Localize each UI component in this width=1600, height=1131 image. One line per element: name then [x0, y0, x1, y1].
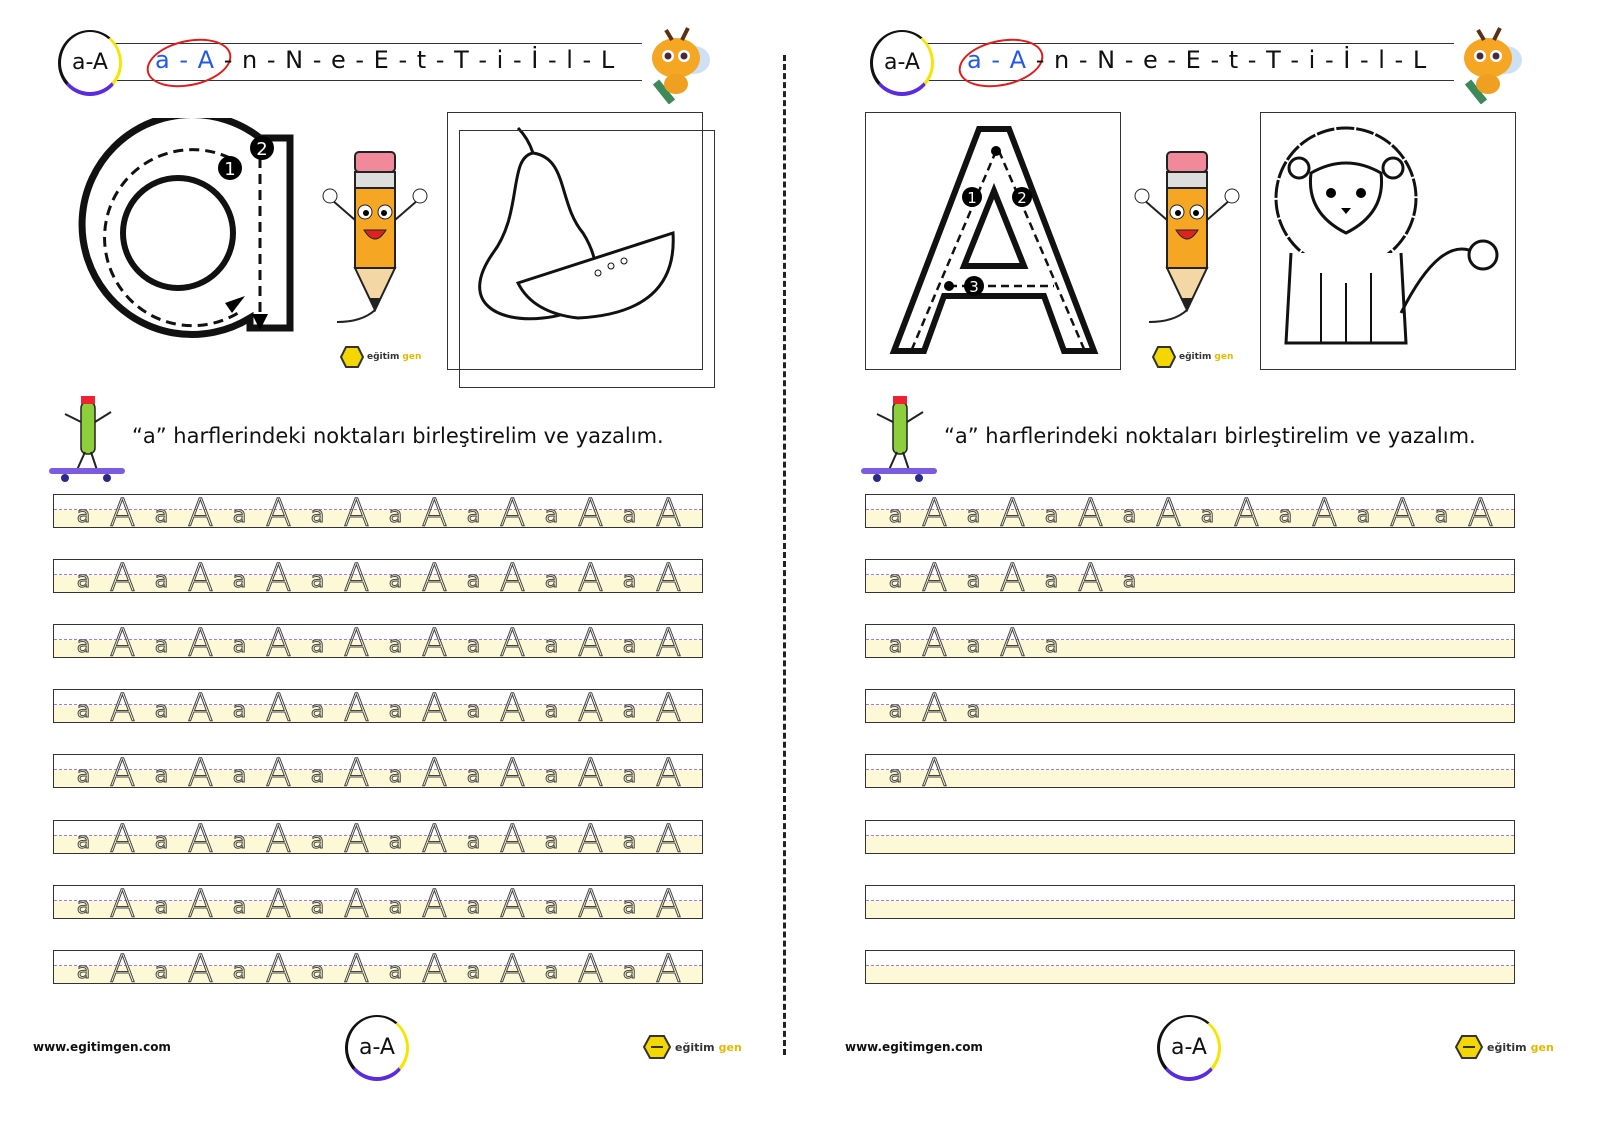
dotted-letter-a: a [1200, 503, 1215, 528]
dotted-letter-A: A [655, 559, 682, 593]
hexagon-logo-icon [643, 1035, 671, 1059]
dotted-letter-a: a [76, 633, 91, 658]
tracing-letters [876, 689, 993, 723]
letter-logo: a-A [870, 30, 934, 96]
brand-text-accent: gen [402, 352, 422, 362]
dotted-letter-A: A [421, 754, 448, 788]
dotted-letter-a: a [232, 698, 247, 723]
dotted-letter-A: A [187, 559, 214, 593]
writing-row[interactable] [53, 754, 703, 788]
dotted-letter-A: A [655, 624, 682, 658]
instruction-text: “a” harflerindeki noktaları birleştirelim ve yazalım. [944, 424, 1476, 448]
dotted-letter-a: a [310, 894, 325, 919]
dotted-letter-A: A [343, 820, 370, 854]
dotted-letter-A: A [499, 689, 526, 723]
dotted-letter-a: a [544, 698, 559, 723]
alphabet-sequence [155, 46, 615, 74]
dotted-letter-a: a [888, 763, 903, 788]
dotted-letter-a: a [232, 568, 247, 593]
brand-text: eğitim [1487, 1040, 1527, 1054]
dotted-letter-a: a [1044, 568, 1059, 593]
dotted-letter-a: a [232, 959, 247, 984]
brand-logo [643, 1035, 742, 1059]
dotted-letter-a: a [388, 503, 403, 528]
writing-row[interactable] [865, 885, 1515, 919]
dotted-letter-a: a [388, 698, 403, 723]
remaining-letters: - n - N - e - E - t - T - i - İ - l - L [1035, 46, 1428, 74]
dotted-letter-A: A [421, 950, 448, 984]
dotted-letter-A: A [187, 820, 214, 854]
dotted-letter-a: a [154, 698, 169, 723]
svg-text:3: 3 [969, 278, 979, 296]
writing-row[interactable] [865, 950, 1515, 984]
dotted-letter-a: a [1434, 503, 1449, 528]
skateboard-mascot-icon [857, 392, 939, 484]
dotted-letter-A: A [421, 689, 448, 723]
dotted-letter-A: A [109, 624, 136, 658]
dotted-letter-a: a [966, 633, 981, 658]
dotted-letter-A: A [1233, 494, 1260, 528]
tracing-letters [876, 754, 954, 788]
dotted-letter-A: A [655, 494, 682, 528]
dotted-letter-a: a [76, 698, 91, 723]
dotted-letter-a: a [232, 829, 247, 854]
dotted-letter-A: A [577, 754, 604, 788]
dotted-letter-a: a [310, 698, 325, 723]
dotted-letter-A: A [921, 559, 948, 593]
dotted-letter-a: a [154, 894, 169, 919]
dotted-letter-A: A [187, 754, 214, 788]
svg-text:2: 2 [256, 139, 268, 160]
brand-text-accent: gen [718, 1040, 742, 1054]
brand-text-accent: gen [1530, 1040, 1554, 1054]
dotted-letter-a: a [76, 763, 91, 788]
dotted-letter-a: a [888, 698, 903, 723]
midline [866, 769, 1514, 770]
dotted-letter-A: A [265, 624, 292, 658]
picture-box [1260, 112, 1516, 370]
dotted-letter-A: A [343, 689, 370, 723]
dotted-letter-a: a [622, 568, 637, 593]
dotted-letter-a: a [76, 829, 91, 854]
writing-row[interactable] [865, 820, 1515, 854]
dotted-letter-a: a [888, 568, 903, 593]
dotted-letter-A: A [577, 689, 604, 723]
writing-row[interactable] [53, 494, 703, 528]
dotted-letter-A: A [921, 754, 948, 788]
svg-text:1: 1 [967, 189, 977, 207]
dotted-letter-A: A [187, 494, 214, 528]
dotted-letter-a: a [888, 503, 903, 528]
dotted-letter-A: A [577, 624, 604, 658]
dotted-letter-a: a [466, 959, 481, 984]
dotted-letter-a: a [622, 763, 637, 788]
lion-picture-icon [1261, 113, 1511, 363]
dotted-letter-a: a [544, 829, 559, 854]
brand-logo-small [340, 346, 421, 368]
dotted-letter-a: a [544, 959, 559, 984]
dotted-letter-A: A [343, 559, 370, 593]
tracing-letters [876, 559, 1149, 593]
dotted-letter-a: a [1122, 503, 1137, 528]
pencil-mascot-icon [1134, 150, 1244, 330]
dotted-letter-a: a [466, 633, 481, 658]
dotted-letter-A: A [265, 559, 292, 593]
dotted-letter-a: a [310, 959, 325, 984]
dotted-letter-a: a [310, 829, 325, 854]
dotted-letter-A: A [499, 559, 526, 593]
dotted-letter-A: A [187, 950, 214, 984]
tracing-letters [876, 494, 1500, 528]
tracing-letters [64, 885, 688, 919]
dotted-letter-A: A [265, 689, 292, 723]
trace-letter-a-icon [60, 118, 300, 358]
pencil-mascot-icon [322, 150, 432, 330]
tracing-letters [64, 559, 688, 593]
dotted-letter-A: A [499, 885, 526, 919]
dotted-letter-a: a [544, 894, 559, 919]
dotted-letter-a: a [76, 503, 91, 528]
dotted-letter-a: a [154, 568, 169, 593]
dotted-letter-A: A [655, 689, 682, 723]
remaining-letters: - n - N - e - E - t - T - i - İ - l - L [223, 46, 616, 74]
dotted-letter-a: a [1278, 503, 1293, 528]
brand-logo [1455, 1035, 1554, 1059]
brand-text: eğitim [367, 352, 400, 362]
dotted-letter-A: A [1155, 494, 1182, 528]
letter-logo: a-A [58, 30, 122, 96]
writing-row[interactable] [53, 885, 703, 919]
bee-mascot-icon [1454, 22, 1526, 104]
dotted-letter-A: A [343, 624, 370, 658]
dotted-letter-a: a [76, 959, 91, 984]
midline [866, 900, 1514, 901]
dotted-letter-a: a [622, 698, 637, 723]
dotted-letter-a: a [154, 763, 169, 788]
current-letters: a - A [155, 46, 216, 74]
dotted-letter-A: A [577, 494, 604, 528]
current-letters: a - A [967, 46, 1028, 74]
dotted-letter-a: a [154, 959, 169, 984]
dotted-letter-a: a [310, 763, 325, 788]
dotted-letter-A: A [109, 754, 136, 788]
footer-letter-logo: a-A [1157, 1015, 1221, 1081]
dotted-letter-a: a [466, 698, 481, 723]
writing-row[interactable] [53, 624, 703, 658]
dotted-letter-A: A [265, 754, 292, 788]
dotted-letter-a: a [232, 633, 247, 658]
tracing-letters [64, 820, 688, 854]
writing-row[interactable] [53, 950, 703, 984]
dotted-letter-A: A [421, 624, 448, 658]
dotted-letter-a: a [388, 959, 403, 984]
dotted-letter-A: A [265, 885, 292, 919]
brand-logo-small [1152, 346, 1233, 368]
dotted-letter-A: A [421, 885, 448, 919]
dotted-letter-a: a [388, 763, 403, 788]
dotted-letter-a: a [1044, 503, 1059, 528]
dotted-letter-a: a [544, 568, 559, 593]
dotted-letter-A: A [109, 494, 136, 528]
dotted-letter-A: A [499, 494, 526, 528]
brand-text: eğitim [675, 1040, 715, 1054]
hexagon-logo-icon [1455, 1035, 1483, 1059]
dotted-letter-a: a [154, 503, 169, 528]
svg-text:1: 1 [224, 159, 236, 180]
dotted-letter-A: A [655, 754, 682, 788]
dotted-letter-a: a [76, 894, 91, 919]
brand-text: eğitim [1179, 352, 1212, 362]
dotted-letter-A: A [109, 689, 136, 723]
dotted-letter-A: A [921, 689, 948, 723]
dotted-letter-a: a [966, 698, 981, 723]
alphabet-sequence [967, 46, 1427, 74]
dotted-letter-A: A [655, 950, 682, 984]
brand-text-accent: gen [1214, 352, 1234, 362]
midline [866, 965, 1514, 966]
dotted-letter-a: a [544, 763, 559, 788]
dotted-letter-A: A [109, 820, 136, 854]
website-url: www.egitimgen.com [845, 1040, 983, 1054]
writing-row[interactable] [53, 559, 703, 593]
dotted-letter-a: a [622, 959, 637, 984]
dotted-letter-A: A [499, 624, 526, 658]
skateboard-mascot-icon [45, 392, 127, 484]
dotted-letter-A: A [999, 624, 1026, 658]
dotted-letter-a: a [544, 503, 559, 528]
website-url: www.egitimgen.com [33, 1040, 171, 1054]
writing-row[interactable] [865, 494, 1515, 528]
tracing-letters [64, 689, 688, 723]
instruction-text: “a” harflerindeki noktaları birleştirelim ve yazalım. [132, 424, 664, 448]
dotted-letter-a: a [622, 829, 637, 854]
dotted-letter-A: A [921, 494, 948, 528]
dotted-letter-A: A [343, 494, 370, 528]
footer-letter-logo: a-A [345, 1015, 409, 1081]
dotted-letter-A: A [1389, 494, 1416, 528]
dotted-letter-a: a [154, 829, 169, 854]
dotted-letter-a: a [888, 633, 903, 658]
dotted-letter-a: a [310, 568, 325, 593]
writing-row[interactable] [53, 689, 703, 723]
dotted-letter-a: a [232, 763, 247, 788]
dotted-letter-A: A [265, 820, 292, 854]
dotted-letter-a: a [388, 633, 403, 658]
dotted-letter-a: a [1044, 633, 1059, 658]
trace-letter-A-icon [874, 121, 1114, 361]
dotted-letter-A: A [499, 820, 526, 854]
tracing-letters [876, 624, 1071, 658]
dotted-letter-a: a [466, 763, 481, 788]
writing-row[interactable] [865, 624, 1515, 658]
dotted-letter-A: A [1077, 559, 1104, 593]
tracing-letters [64, 624, 688, 658]
dotted-letter-A: A [921, 624, 948, 658]
writing-row[interactable] [865, 754, 1515, 788]
dotted-letter-a: a [966, 503, 981, 528]
dotted-letter-A: A [187, 885, 214, 919]
dotted-letter-a: a [232, 894, 247, 919]
dotted-letter-a: a [966, 568, 981, 593]
dotted-letter-a: a [466, 568, 481, 593]
dotted-letter-A: A [577, 950, 604, 984]
dotted-letter-a: a [76, 568, 91, 593]
dotted-letter-A: A [109, 950, 136, 984]
tracing-letters [64, 754, 688, 788]
dotted-letter-a: a [388, 568, 403, 593]
dotted-letter-A: A [577, 885, 604, 919]
writing-row[interactable] [53, 820, 703, 854]
dotted-letter-a: a [388, 894, 403, 919]
letter-tracing-figure [865, 112, 1121, 370]
dotted-letter-A: A [343, 754, 370, 788]
writing-row[interactable] [865, 689, 1515, 723]
dotted-letter-A: A [265, 950, 292, 984]
hexagon-logo-icon [340, 346, 364, 368]
dotted-letter-A: A [655, 885, 682, 919]
dotted-letter-A: A [187, 689, 214, 723]
dotted-letter-a: a [622, 633, 637, 658]
dotted-letter-A: A [1467, 494, 1494, 528]
dotted-letter-A: A [343, 950, 370, 984]
dotted-letter-a: a [466, 829, 481, 854]
midline [866, 835, 1514, 836]
dotted-letter-a: a [622, 894, 637, 919]
worksheet-left [0, 0, 788, 1131]
svg-text:2: 2 [1017, 189, 1027, 207]
dotted-letter-a: a [622, 503, 637, 528]
hexagon-logo-icon [1152, 346, 1176, 368]
tracing-letters [64, 950, 688, 984]
picture-frame [459, 130, 715, 388]
dotted-letter-a: a [310, 503, 325, 528]
dotted-letter-A: A [109, 885, 136, 919]
dotted-letter-A: A [1311, 494, 1338, 528]
dotted-letter-a: a [388, 829, 403, 854]
dotted-letter-A: A [999, 559, 1026, 593]
writing-row[interactable] [865, 559, 1515, 593]
bee-mascot-icon [642, 22, 714, 104]
dotted-letter-a: a [1122, 568, 1137, 593]
dotted-letter-A: A [999, 494, 1026, 528]
letter-tracing-figure [60, 118, 305, 363]
dotted-letter-A: A [187, 624, 214, 658]
dotted-letter-a: a [1356, 503, 1371, 528]
dotted-letter-A: A [655, 820, 682, 854]
dotted-letter-A: A [109, 559, 136, 593]
dotted-letter-A: A [265, 494, 292, 528]
dotted-letter-A: A [421, 820, 448, 854]
dotted-letter-a: a [232, 503, 247, 528]
dotted-letter-a: a [154, 633, 169, 658]
dotted-letter-A: A [577, 820, 604, 854]
dotted-letter-A: A [421, 559, 448, 593]
dotted-letter-A: A [499, 754, 526, 788]
tracing-letters [64, 494, 688, 528]
dotted-letter-A: A [499, 950, 526, 984]
dotted-letter-a: a [544, 633, 559, 658]
dotted-letter-A: A [1077, 494, 1104, 528]
dotted-letter-A: A [421, 494, 448, 528]
dotted-letter-A: A [343, 885, 370, 919]
dotted-letter-a: a [466, 503, 481, 528]
dotted-letter-a: a [310, 633, 325, 658]
dotted-letter-A: A [577, 559, 604, 593]
worksheet-right [812, 0, 1600, 1131]
dotted-letter-a: a [466, 894, 481, 919]
